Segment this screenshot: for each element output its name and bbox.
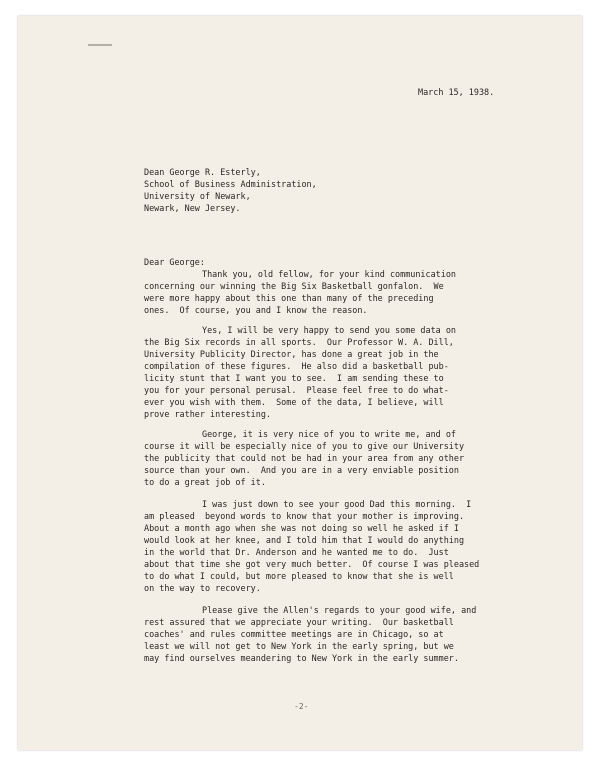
para3-line4: source than your own. And you are in a very enviable position — [144, 465, 459, 475]
para2-line1: Yes, I will be very happy to send you some data on — [202, 325, 456, 335]
para3-line2: course it will be especially nice of you to give our University — [144, 441, 465, 451]
para4-line4: would look at her knee, and I told him that I would do anything — [144, 535, 465, 545]
para2-line6: you for your personal perusal. Please feel free to do what- — [144, 385, 449, 395]
para2-line5: licity stunt that I want you to see. I am sending these to — [144, 373, 444, 383]
para5-line2: rest assured that we appreciate your writing. Our basketball — [144, 617, 454, 627]
para2-line2: the Big Six records in all sports. Our Professor W. A. Dill, — [144, 337, 454, 347]
para2-line3: University Publicity Director, has done a great job in the — [144, 349, 439, 359]
para4-line2: am pleased beyond words to know that your mother is improving. — [144, 511, 465, 521]
para4-line8: on the way to recovery. — [144, 583, 261, 593]
para4-line3: About a month ago when she was not doing so well he asked if I — [144, 523, 459, 533]
address-line-4: Newark, New Jersey. — [144, 203, 241, 213]
para4-line6: about that time she got very much better. Of course I was pleased — [144, 559, 480, 569]
para2-line7: ever you wish with them. Some of the data, I believe, will — [144, 397, 444, 407]
para1-line2: concerning our winning the Big Six Basketball gonfalon. We — [144, 281, 444, 291]
para1-line1: Thank you, old fellow, for your kind communication — [202, 269, 456, 279]
para5-line1: Please give the Allen's regards to your good wife, and — [202, 605, 477, 615]
salutation: Dear George: — [144, 257, 205, 267]
para5-line4: least we will not get to New York in the early spring, but we — [144, 641, 454, 651]
para3-line3: the publicity that could not be had in your area from any other — [144, 453, 465, 463]
letter-body — [18, 16, 582, 750]
para4-line5: in the world that Dr. Anderson and he wanted me to do. Just — [144, 547, 449, 557]
address-line-2: School of Business Administration, — [144, 179, 317, 189]
address-line-1: Dean George R. Esterly, — [144, 167, 261, 177]
para5-line3: coaches' and rules committee meetings are in Chicago, so at — [144, 629, 444, 639]
para2-line8: prove rather interesting. — [144, 409, 271, 419]
para4-line7: to do what I could, but more pleased to know that she is well — [144, 571, 454, 581]
para1-line4: ones. Of course, you and I know the reason. — [144, 305, 368, 315]
page-number: -2- — [294, 702, 309, 711]
address-line-3: University of Newark, — [144, 191, 251, 201]
para4-line1: I was just down to see your good Dad this morning. I — [202, 499, 472, 509]
para3-line5: to do a great job of it. — [144, 477, 266, 487]
letter-page — [18, 16, 582, 750]
para3-line1: George, it is very nice of you to write me, and of — [202, 429, 456, 439]
para5-line5: may find ourselves meandering to New York in the early summer. — [144, 653, 459, 663]
para1-line3: were more happy about this one than many of the preceding — [144, 293, 434, 303]
letter-date: March 15, 1938. — [418, 87, 495, 97]
para2-line4: compilation of these figures. He also did a basketball pub- — [144, 361, 449, 371]
